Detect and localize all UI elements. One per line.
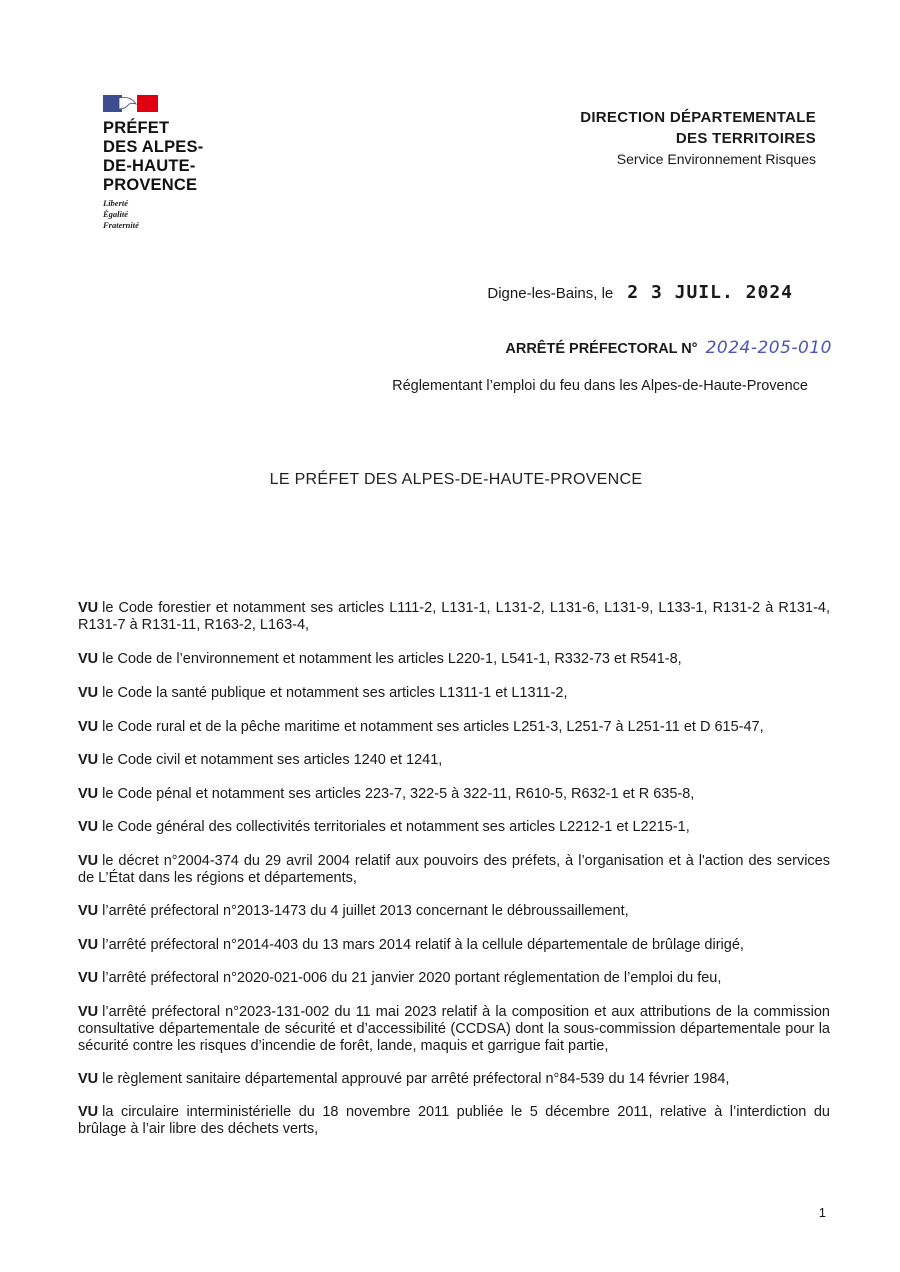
motto-line: Fraternité [103,220,139,230]
visa-text: l’arrêté préfectoral n°2020-021-006 du 21 janvier 2020 portant réglementation de l’emploi du feu, [102,970,722,986]
visa-text: le Code forestier et notamment ses articles L111-2, L131-1, L131-2, L131-6, L131-9, L133-1, R131-2 à R131-4, R131-7 à R131-11, R163-2, L163-4, [78,600,830,633]
visa-prefix: VU [78,600,99,616]
visa-prefix: VU [78,752,99,768]
visa-item [78,685,830,702]
visa-text: le Code pénal et notamment ses articles 223-7, 322-5 à 322-11, R610-5, R632-1 et R 635-8, [102,786,695,802]
visa-prefix: VU [78,719,99,735]
visa-text: le Code rural et de la pêche maritime et notamment ses articles L251-3, L251-7 à L251-11 et D 615-47, [102,719,764,735]
visa-text: l’arrêté préfectoral n°2014-403 du 13 mars 2014 relatif à la cellule départementale de brûlage dirigé, [102,937,744,953]
visa-item [78,651,830,668]
issuing-direction [580,107,816,170]
visa-item [78,752,830,769]
logo-title-line: PROVENCE [103,176,198,194]
logo-title-line: DES ALPES- [103,138,204,156]
page-number: 1 [818,1205,826,1220]
logo-title [103,119,243,195]
visa-prefix: VU [78,1104,99,1120]
visa-prefix: VU [78,903,99,919]
visa-text: la circulaire interministérielle du 18 novembre 2011 publiée le 5 décembre 2011, relative à l’interdiction du brûlage à l’air libre des déchets verts, [78,1104,830,1137]
date-stamp: 2 3 JUIL. 2024 [627,282,793,303]
visa-item [78,903,830,920]
visa-item [78,719,830,736]
arrete-handwritten-number: 2024-205-010 [705,338,832,358]
motto-line: Égalité [103,209,129,219]
arrete-subject: Réglementant l’emploi du feu dans les Alpes-de-Haute-Provence [392,378,808,394]
visa-prefix: VU [78,970,99,986]
visa-text: le décret n°2004-374 du 29 avril 2004 relatif aux pouvoirs des préfets, à l’organisation et à l'action des services de L’État dans les régions et départements, [78,853,830,886]
visa-item [78,1104,830,1138]
visa-prefix: VU [78,685,99,701]
visa-item [78,600,830,634]
direction-line-2: DES TERRITOIRES [675,130,816,147]
visas-list [78,600,830,1138]
visa-text: le Code général des collectivités territoriales et notamment ses articles L2212-1 et L2215-1, [102,819,690,835]
visa-item [78,853,830,887]
logo-title-line: DE-HAUTE- [103,157,196,175]
service-name: Service Environnement Risques [616,151,816,167]
visa-text: l’arrêté préfectoral n°2023-131-002 du 11 mai 2023 relatif à la composition et aux attributions de la commission consultative départementale de sécurité et d’accessibilité (CCDSA) dont la sous-commission départementale pour la sécurité contre les risques d’incendie de forêt, lande, maquis et garrigue fait partie, [78,1004,830,1054]
visa-prefix: VU [78,786,99,802]
visa-prefix: VU [78,819,99,835]
arrete-label: ARRÊTÉ PRÉFECTORAL N° [505,341,698,357]
date-line [487,282,793,303]
direction-line-1: DIRECTION DÉPARTEMENTALE [580,109,816,126]
visa-prefix: VU [78,1071,99,1087]
visa-text: l’arrêté préfectoral n°2013-1473 du 4 juillet 2013 concernant le débroussaillement, [102,903,629,919]
visa-text: le règlement sanitaire départemental approuvé par arrêté préfectoral n°84-539 du 14 février 1984, [102,1071,730,1087]
visa-text: le Code la santé publique et notamment ses articles L1311-1 et L1311-2, [102,685,568,701]
logo-motto [103,198,183,231]
visa-item [78,937,830,954]
logo-title-line: PRÉFET [103,119,170,137]
visa-prefix: VU [78,937,99,953]
date-place: Digne-les-Bains, le [487,285,614,302]
visa-prefix: VU [78,1004,99,1020]
visa-text: le Code de l’environnement et notamment les articles L220-1, L541-1, R332-73 et R541-8, [102,651,682,667]
visa-item [78,1004,830,1055]
visa-item [78,970,830,987]
arrete-number-line [505,338,832,358]
visa-item [78,786,830,803]
visa-text: le Code civil et notamment ses articles 1240 et 1241, [102,752,443,768]
visa-prefix: VU [78,651,99,667]
visa-item [78,819,830,836]
marianne-flag-icon [103,95,158,112]
visa-item [78,1071,830,1088]
visa-prefix: VU [78,853,99,869]
prefet-title: LE PRÉFET DES ALPES-DE-HAUTE-PROVENCE [269,471,643,488]
motto-line: Liberté [103,198,129,208]
